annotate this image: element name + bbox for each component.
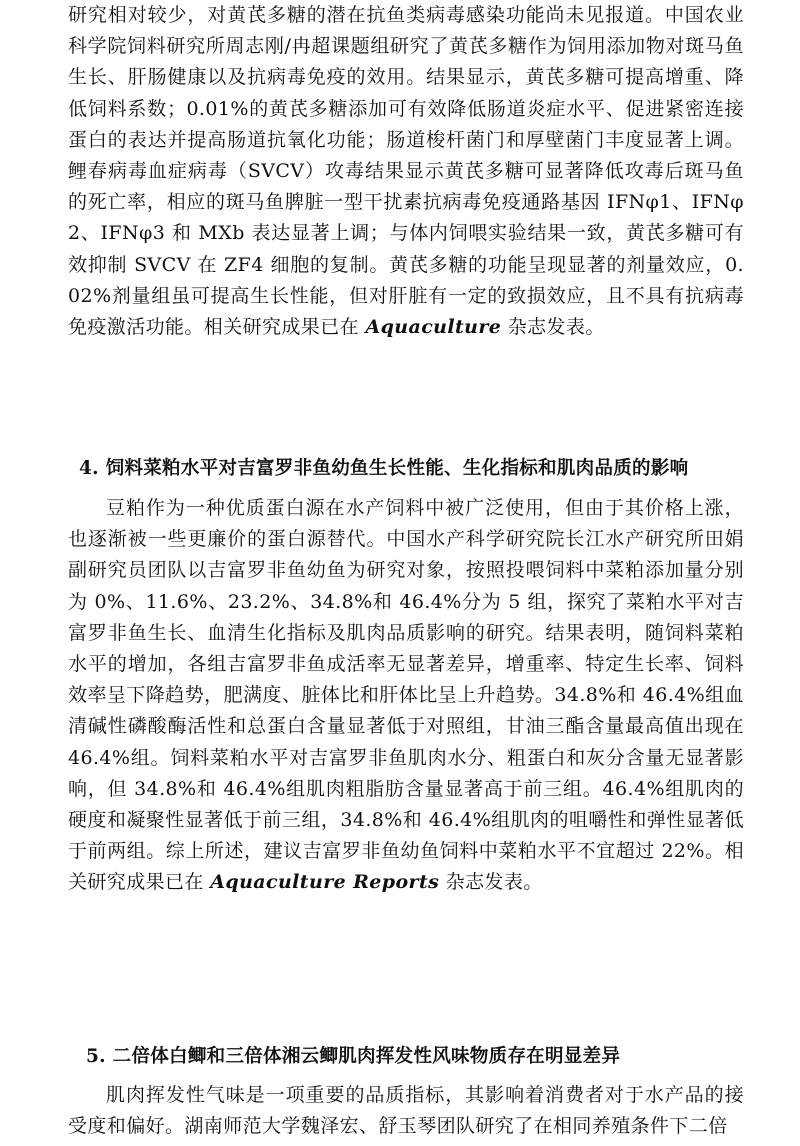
section3-tail: 杂志发表。 — [501, 316, 605, 339]
section5-text: 肌肉挥发性气味是一项重要的品质指标，其影响着消费者对于水产品的接受度和偏好。湖南师范大学魏泽宏、舒玉琴团队研究了在相同养殖条件下二倍 — [68, 1084, 744, 1138]
section4-text: 豆粕作为一种优质蛋白源在水产饲料中被广泛使用，但由于其价格上涨，也逐渐被一些更廉价的蛋白源替代。中国水产科学研究院长江水产研究所田娟副研究员团队以吉富罗非鱼幼鱼为研究对象，按照投喂饲料中菜粕添加量分别为 0%、11.6%、23.2%、34.8%和 46.4%分为 5 组，探究了菜粕水平对吉富罗非鱼生长、血清生化指标及肌肉品质影响的研究。结果表明，随饲料菜粕水平的增加，各组吉富罗非鱼成活率无显著差异，增重率、特定生长率、饲料效率呈下降趋势，肥满度、脏体比和肝体比呈上升趋势。34.8%和 46.4%组血清碱性磷酸酶活性和总蛋白含量显著低于对照组，甘油三酯含量最高值出现在 46.4%组。饲料菜粕水平对吉富罗非鱼肌肉水分、粗蛋白和灰分含量无显著影响，但 34.8%和 46.4%组肌肉粗脂肪含量显著高于前三组。46.4%组肌肉的硬度和凝聚性显著低于前三组，34.8%和 46.4%组肌肉的咀嚼性和弹性显著低于前两组。综上所述，建议吉富罗非鱼幼鱼饲料中菜粕水平不宜超过 22%。相关研究成果已在 — [68, 497, 744, 894]
section3-journal-name: Aquaculture — [365, 316, 502, 339]
section5-heading: 5. 二倍体白鲫和三倍体湘云鲫肌肉挥发性风味物质存在明显差异 — [86, 1046, 621, 1067]
section3-paragraph — [68, 0, 744, 343]
section3-text: 研究相对较少，对黄芪多糖的潜在抗鱼类病毒感染功能尚未见报道。中国农业科学院饲料研究所周志刚/冉超课题组研究了黄芪多糖作为饲用添加物对斑马鱼生长、肝肠健康以及抗病毒免疫的效用。结果显示，黄芪多糖可提高增重、降低饲料系数；0.01%的黄芪多糖添加可有效降低肠道炎症水平、促进紧密连接蛋白的表达并提高肠道抗氧化功能；肠道梭杆菌门和厚壁菌门丰度显著上调。鲤春病毒血症病毒（SVCV）攻毒结果显示黄芪多糖可显著降低攻毒后斑马鱼的死亡率，相应的斑马鱼脾脏一型干扰素抗病毒免疫通路基因 IFNφ1、IFNφ2、IFNφ3 和 MXb 表达显著上调；与体内饲喂实验结果一致，黄芪多糖可有效抑制 SVCV 在 ZF4 细胞的复制。黄芪多糖的功能呈现显著的剂量效应，0.02%剂量组虽可提高生长性能，但对肝脏有一定的致损效应，且不具有抗病毒免疫激活功能。相关研究成果已在 — [68, 4, 744, 339]
section4-heading: 4. 饲料菜粕水平对吉富罗非鱼幼鱼生长性能、生化指标和肌肉品质的影响 — [79, 458, 689, 479]
section4-tail: 杂志发表。 — [439, 871, 543, 894]
section4-paragraph — [68, 493, 744, 899]
section5-paragraph — [68, 1080, 744, 1142]
section4-journal-name: Aquaculture Reports — [210, 871, 440, 894]
